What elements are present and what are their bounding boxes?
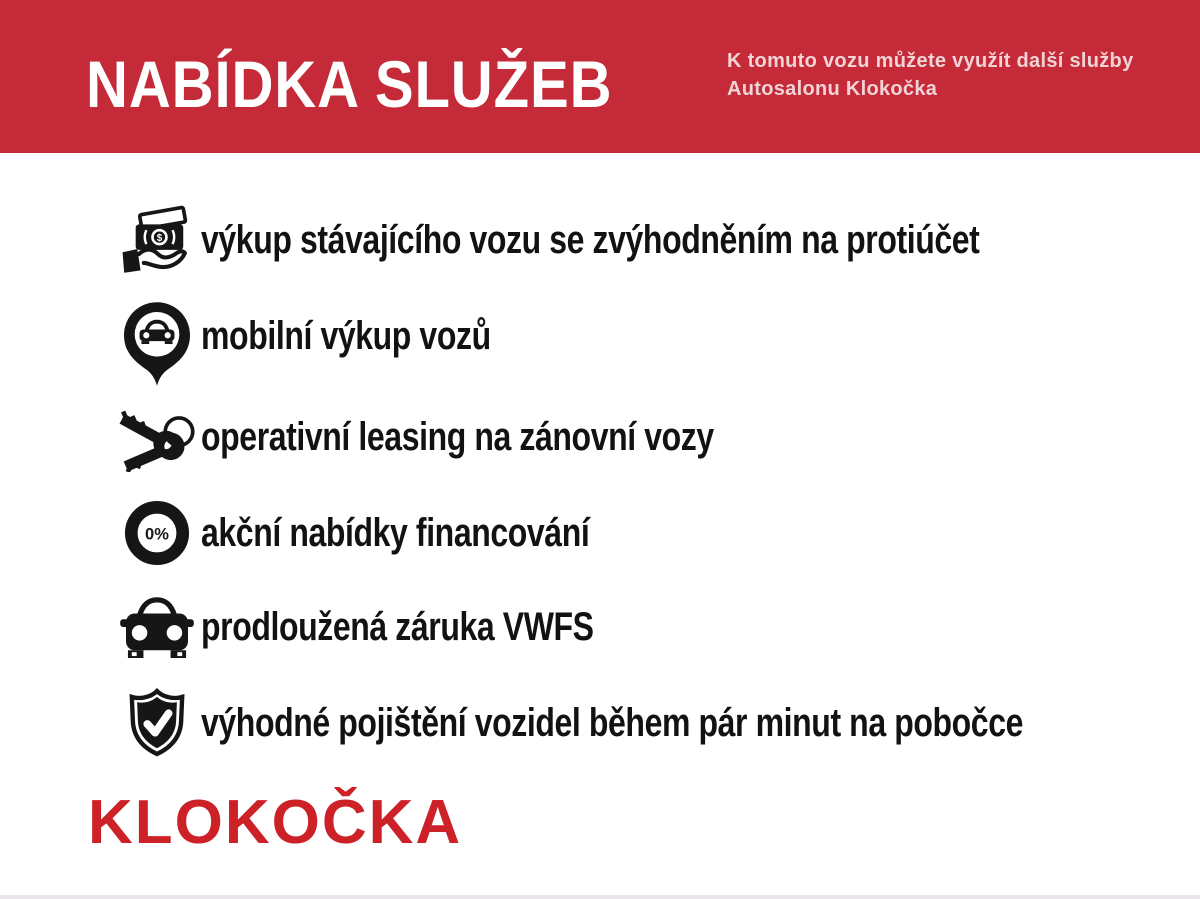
shield-check-icon bbox=[113, 688, 201, 758]
page-title: NABÍDKA SLUŽEB bbox=[86, 47, 613, 121]
car-front-icon bbox=[113, 596, 201, 658]
zero-percent-badge: 0% bbox=[145, 525, 169, 544]
header-note-line2: Autosalonu Klokočka bbox=[727, 78, 938, 100]
service-row-warranty bbox=[113, 582, 692, 672]
zero-percent-icon bbox=[113, 500, 201, 566]
service-label: výkup stávajícího vozu se zvýhodněním na protiúčet bbox=[201, 217, 980, 262]
service-label: operativní leasing na zánovní vozy bbox=[201, 414, 714, 459]
header-note-line1: K tomuto vozu můžete využít další služby bbox=[727, 50, 1134, 72]
service-label: akční nabídky financování bbox=[201, 510, 590, 555]
page-bottom-edge bbox=[0, 895, 1200, 899]
service-row-leasing bbox=[113, 392, 842, 482]
dollar-sign: $ bbox=[156, 232, 163, 244]
service-row-insurance bbox=[113, 678, 1200, 768]
car-location-pin-icon bbox=[113, 294, 201, 378]
service-label: prodloužená záruka VWFS bbox=[201, 604, 594, 649]
car-keys-icon bbox=[113, 404, 201, 470]
header-band bbox=[0, 0, 1200, 153]
service-row-trade-in bbox=[113, 195, 1174, 285]
service-label: výhodné pojištění vozidel během pár minut na pobočce bbox=[201, 700, 1023, 745]
header-note bbox=[727, 47, 1134, 103]
service-row-financing bbox=[113, 488, 686, 578]
cash-in-hand-icon bbox=[113, 203, 201, 277]
klokocka-logo: KLOKOČKA bbox=[88, 788, 463, 857]
service-label: mobilní výkup vozů bbox=[201, 313, 491, 358]
service-row-mobile-buyout bbox=[113, 291, 563, 381]
